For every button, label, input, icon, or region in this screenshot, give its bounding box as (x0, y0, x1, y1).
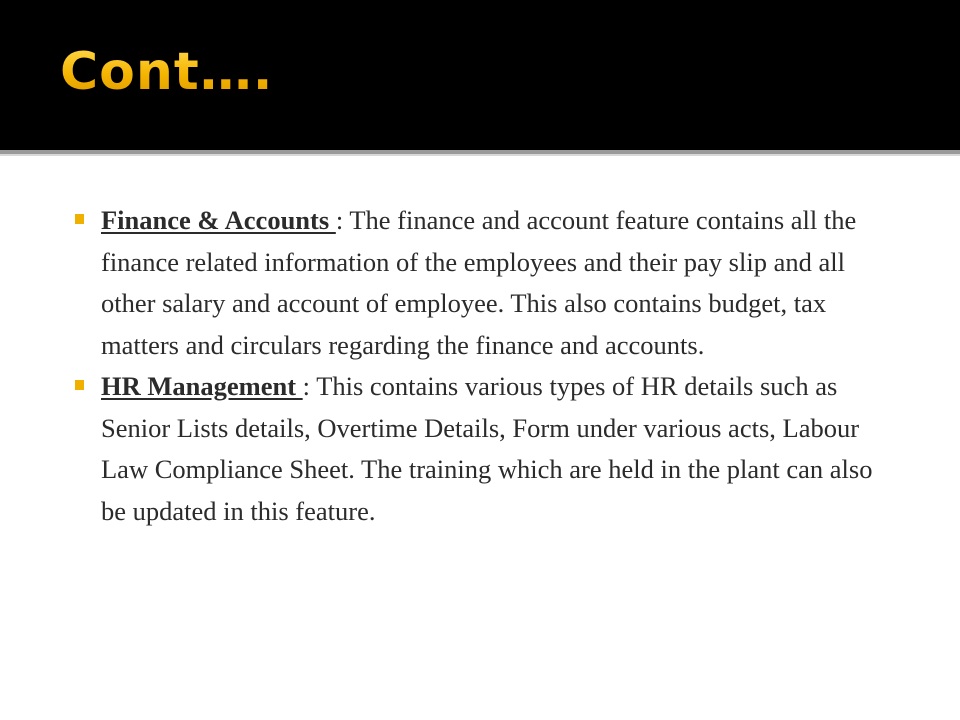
bullet-item-hr (72, 366, 902, 532)
bullet-list (72, 200, 902, 532)
bullet-text-finance: The finance and account feature contains all the finance related information of the employees and their pay slip and all other salary and account of employee. This also contains budget, tax matters and circulars regarding the finance and accounts. (101, 205, 857, 360)
title-divider-highlight (0, 154, 960, 156)
square-bullet-icon (75, 380, 84, 390)
bullet-separator: : (302, 371, 317, 401)
bullet-separator: : (335, 205, 350, 235)
title-bar (0, 0, 960, 150)
bullet-text-hr: This contains various types of HR details such as Senior Lists details, Overtime Details, Form under various acts, Labour Law Compliance Sheet. The training which are held in the plant can also be updated in this feature. (101, 371, 873, 526)
bullet-heading-finance: Finance & Accounts (101, 205, 336, 235)
slide-title: Cont…. (60, 42, 274, 102)
bullet-item-finance (72, 200, 902, 366)
square-bullet-icon (75, 214, 84, 224)
bullet-heading-hr: HR Management (101, 371, 303, 401)
